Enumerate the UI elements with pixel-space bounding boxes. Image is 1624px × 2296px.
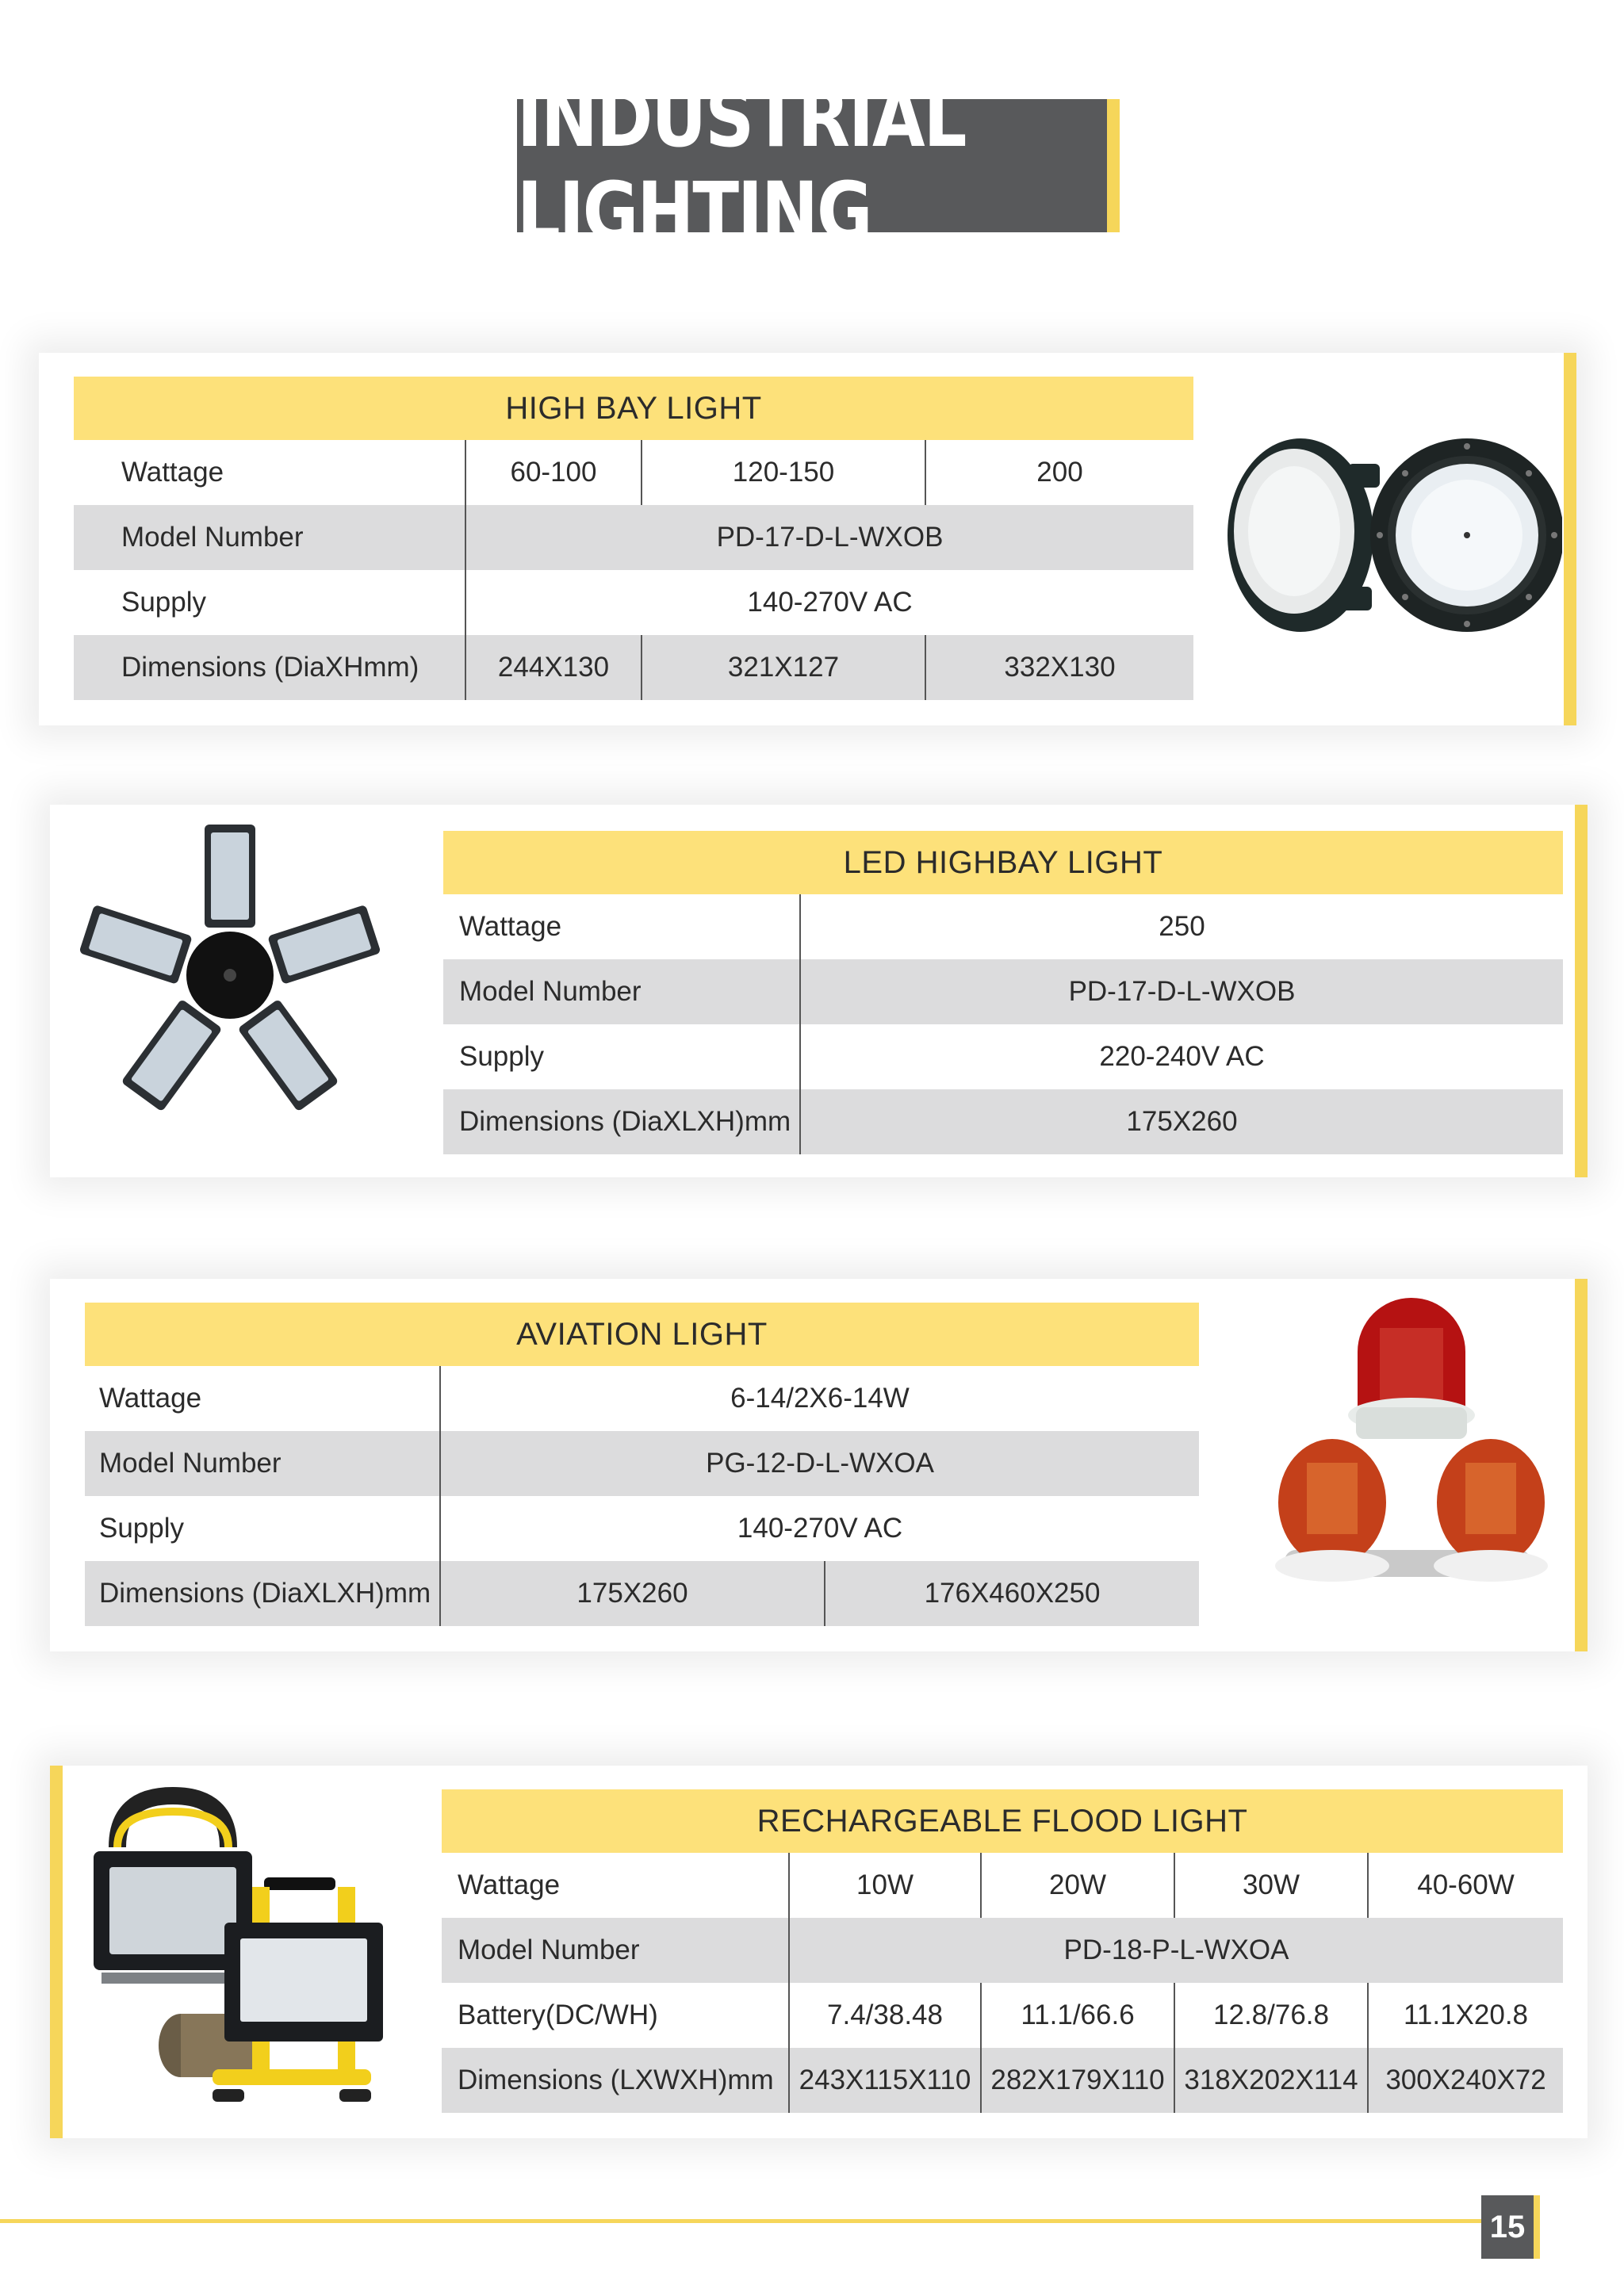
section-title: HIGH BAY LIGHT	[74, 377, 1193, 440]
table-cell: 300X240X72	[1368, 2048, 1563, 2113]
table-cell: PD-18-P-L-WXOA	[789, 1918, 1563, 1983]
table-cell: PG-12-D-L-WXOA	[440, 1431, 1199, 1496]
page-number: 15	[1481, 2195, 1540, 2259]
table-cell: 10W	[789, 1853, 981, 1918]
table-cell: 282X179X110	[981, 2048, 1174, 2113]
led-highbay-light-photo	[71, 809, 404, 1142]
table-cell: 243X115X110	[789, 2048, 981, 2113]
table-cell: PD-17-D-L-WXOB	[465, 505, 1193, 570]
row-label: Dimensions (DiaXLXH)mm	[443, 1089, 800, 1154]
row-label: Supply	[121, 587, 207, 618]
table-cell: 175X260	[800, 1089, 1563, 1154]
table-cell: PD-17-D-L-WXOB	[800, 959, 1563, 1024]
row-label: Model Number	[442, 1918, 789, 1983]
page-title-banner	[517, 72, 1120, 259]
table-cell: 30W	[1174, 1853, 1368, 1918]
table-cell: 20W	[981, 1853, 1174, 1918]
led-highbay-light-table	[443, 831, 1563, 1154]
table-cell: 6-14/2X6-14W	[440, 1366, 1199, 1431]
section-title: AVIATION LIGHT	[85, 1303, 1199, 1366]
page-title: INDUSTRIAL LIGHTING	[517, 72, 966, 259]
row-label: Model Number	[85, 1431, 440, 1496]
row-label: Dimensions (DiaXHmm)	[74, 635, 465, 700]
section-title: LED HIGHBAY LIGHT	[443, 831, 1563, 894]
rechargeable-flood-light-photo	[86, 1784, 387, 2117]
row-label: Model Number	[443, 959, 800, 1024]
rechargeable-flood-light-table	[442, 1789, 1563, 2113]
aviation-light-photo	[1261, 1296, 1562, 1605]
table-cell: 7.4/38.48	[789, 1983, 981, 2048]
row-label: Dimensions (DiaXLXH)mm	[85, 1561, 440, 1626]
footer-rule	[0, 2219, 1481, 2223]
aviation-light-table	[85, 1303, 1199, 1626]
table-cell: 60-100	[465, 440, 642, 505]
table-cell: 220-240V AC	[800, 1024, 1563, 1089]
high-bay-light-table	[74, 377, 1193, 700]
table-cell: 176X460X250	[825, 1561, 1199, 1626]
table-cell: 200	[925, 440, 1193, 505]
row-label: Wattage	[121, 457, 224, 488]
row-label: Dimensions (LXWXH)mm	[442, 2048, 789, 2113]
row-label: Model Number	[74, 505, 465, 570]
table-cell: 140-270V AC	[465, 570, 1193, 635]
table-cell: 40-60W	[1368, 1853, 1563, 1918]
table-cell: 140-270V AC	[440, 1496, 1199, 1561]
high-bay-light-photo	[1205, 420, 1562, 690]
table-cell: 11.1/66.6	[981, 1983, 1174, 2048]
section-title: RECHARGEABLE FLOOD LIGHT	[442, 1789, 1563, 1853]
table-cell: 11.1X20.8	[1368, 1983, 1563, 2048]
table-cell: 321X127	[642, 635, 925, 700]
table-cell: 120-150	[642, 440, 925, 505]
table-cell: 332X130	[925, 635, 1193, 700]
table-cell: 244X130	[465, 635, 642, 700]
row-label: Supply	[99, 1513, 185, 1544]
row-label: Battery(DC/WH)	[458, 1999, 658, 2030]
table-cell: 175X260	[440, 1561, 825, 1626]
table-cell: 12.8/76.8	[1174, 1983, 1368, 2048]
row-label: Wattage	[459, 911, 562, 942]
table-cell: 318X202X114	[1174, 2048, 1368, 2113]
row-label: Wattage	[458, 1869, 561, 1900]
row-label: Wattage	[99, 1383, 202, 1414]
table-cell: 250	[800, 894, 1563, 959]
row-label: Supply	[459, 1041, 545, 1072]
